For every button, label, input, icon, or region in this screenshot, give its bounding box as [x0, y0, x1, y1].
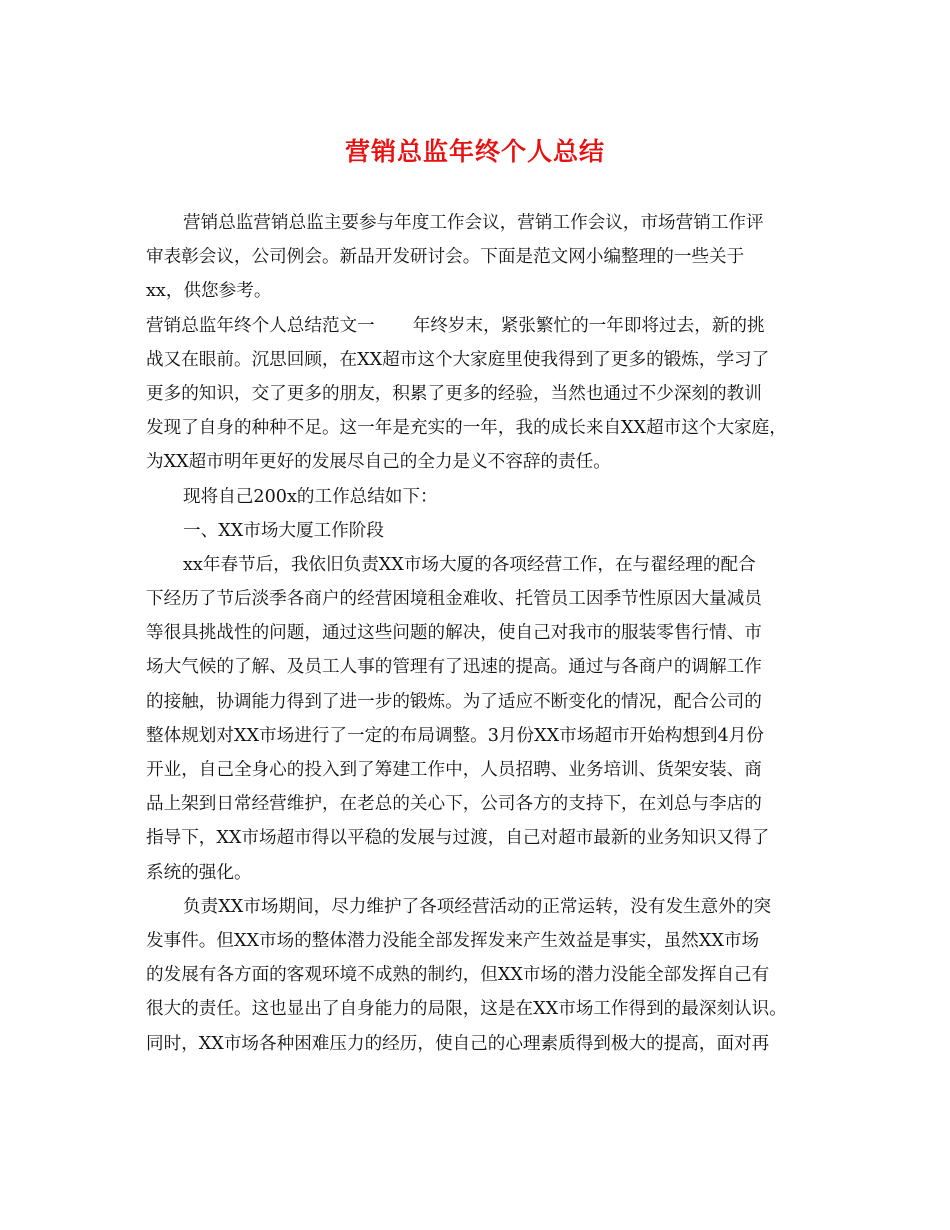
paragraph-line: xx年春节后，我依旧负责XX市场大厦的各项经营工作，在与翟经理的配合: [183, 554, 756, 575]
section-heading: 营销总监年终个人总结范文一: [146, 315, 375, 336]
paragraph-line: 等很具挑战性的问题，通过这些问题的解决，使自己对我市的服装零售行情、市: [146, 623, 762, 644]
paragraph-line: 下经历了节后淡季各商户的经营困境租金难收、托管员工因季节性原因大量减员: [146, 589, 762, 610]
paragraph-line: 营销总监营销总监主要参与年度工作会议，营销工作会议，市场营销工作评: [183, 213, 764, 233]
paragraph-line: 更多的知识，交了更多的朋友，积累了更多的经验，当然也通过不少深刻的教训: [146, 383, 762, 404]
document-title: 营销总监年终个人总结: [344, 137, 605, 166]
paragraph-line: 负责XX市场期间，尽力维护了各项经营活动的正常运转，没有发生意外的突: [183, 896, 772, 917]
section-heading: 一、XX市场大厦工作阶段: [183, 520, 384, 541]
paragraph-line: 发事件。但XX市场的整体潜力没能全部发挥发来产生效益是事实，虽然XX市场: [146, 930, 760, 951]
paragraph-line: 审表彰会议，公司例会。新品开发研讨会。下面是范文网小编整理的一些关于: [146, 247, 745, 268]
paragraph-line: [146, 309, 836, 343]
paragraph-line: 整体规划对XX市场进行了一定的布局调整。3月份XX市场超市开始构想到4月份: [146, 725, 764, 746]
document-body: [146, 206, 836, 1061]
paragraph-line: 很大的责任。这也显出了自身能力的局限，这是在XX市场工作得到的最深刻认识。: [146, 999, 787, 1020]
paragraph-line: 场大气候的了解、及员工人事的管理有了迅速的提高。通过与各商户的调解工作: [146, 657, 762, 678]
paragraph-line: 开业，自己全身心的投入到了筹建工作中，人员招聘、业务培训、货架安装、商: [146, 760, 762, 780]
paragraph-line: 的发展有各方面的客观环境不成熟的制约，但XX市场的潜力没能全部发挥自己有: [146, 965, 770, 986]
paragraph-line: 战又在眼前。沉思回顾，在XX超市这个大家庭里使我得到了更多的锻炼，学习了: [146, 349, 770, 370]
paragraph-line: xx，供您参考。: [146, 281, 272, 302]
paragraph-line: 指导下，XX市场超市得以平稳的发展与过渡，自己对超市最新的业务知识又得了: [146, 828, 770, 849]
paragraph-line: 品上架到日常经营维护，在老总的关心下，公司各方的支持下，在刘总与李店的: [146, 794, 762, 815]
paragraph-line: 系统的强化。: [146, 862, 252, 883]
paragraph-line: 为XX超市明年更好的发展尽自己的全力是义不容辞的责任。: [146, 452, 611, 473]
paragraph-line: 同时，XX市场各种困难压力的经历，使自己的心理素质得到极大的提高，面对再: [146, 1033, 770, 1054]
paragraph-line: 现将自己200x的工作总结如下：: [183, 486, 438, 507]
paragraph-line: 的接触，协调能力得到了进一步的锻炼。为了适应不断变化的情况，配合公司的: [146, 691, 762, 712]
paragraph-text: 年终岁末，紧张繁忙的一年即将过去，新的挑: [412, 315, 765, 336]
paragraph-line: 发现了自身的种种不足。这一年是充实的一年，我的成长来自XX超市这个大家庭，: [146, 418, 787, 439]
